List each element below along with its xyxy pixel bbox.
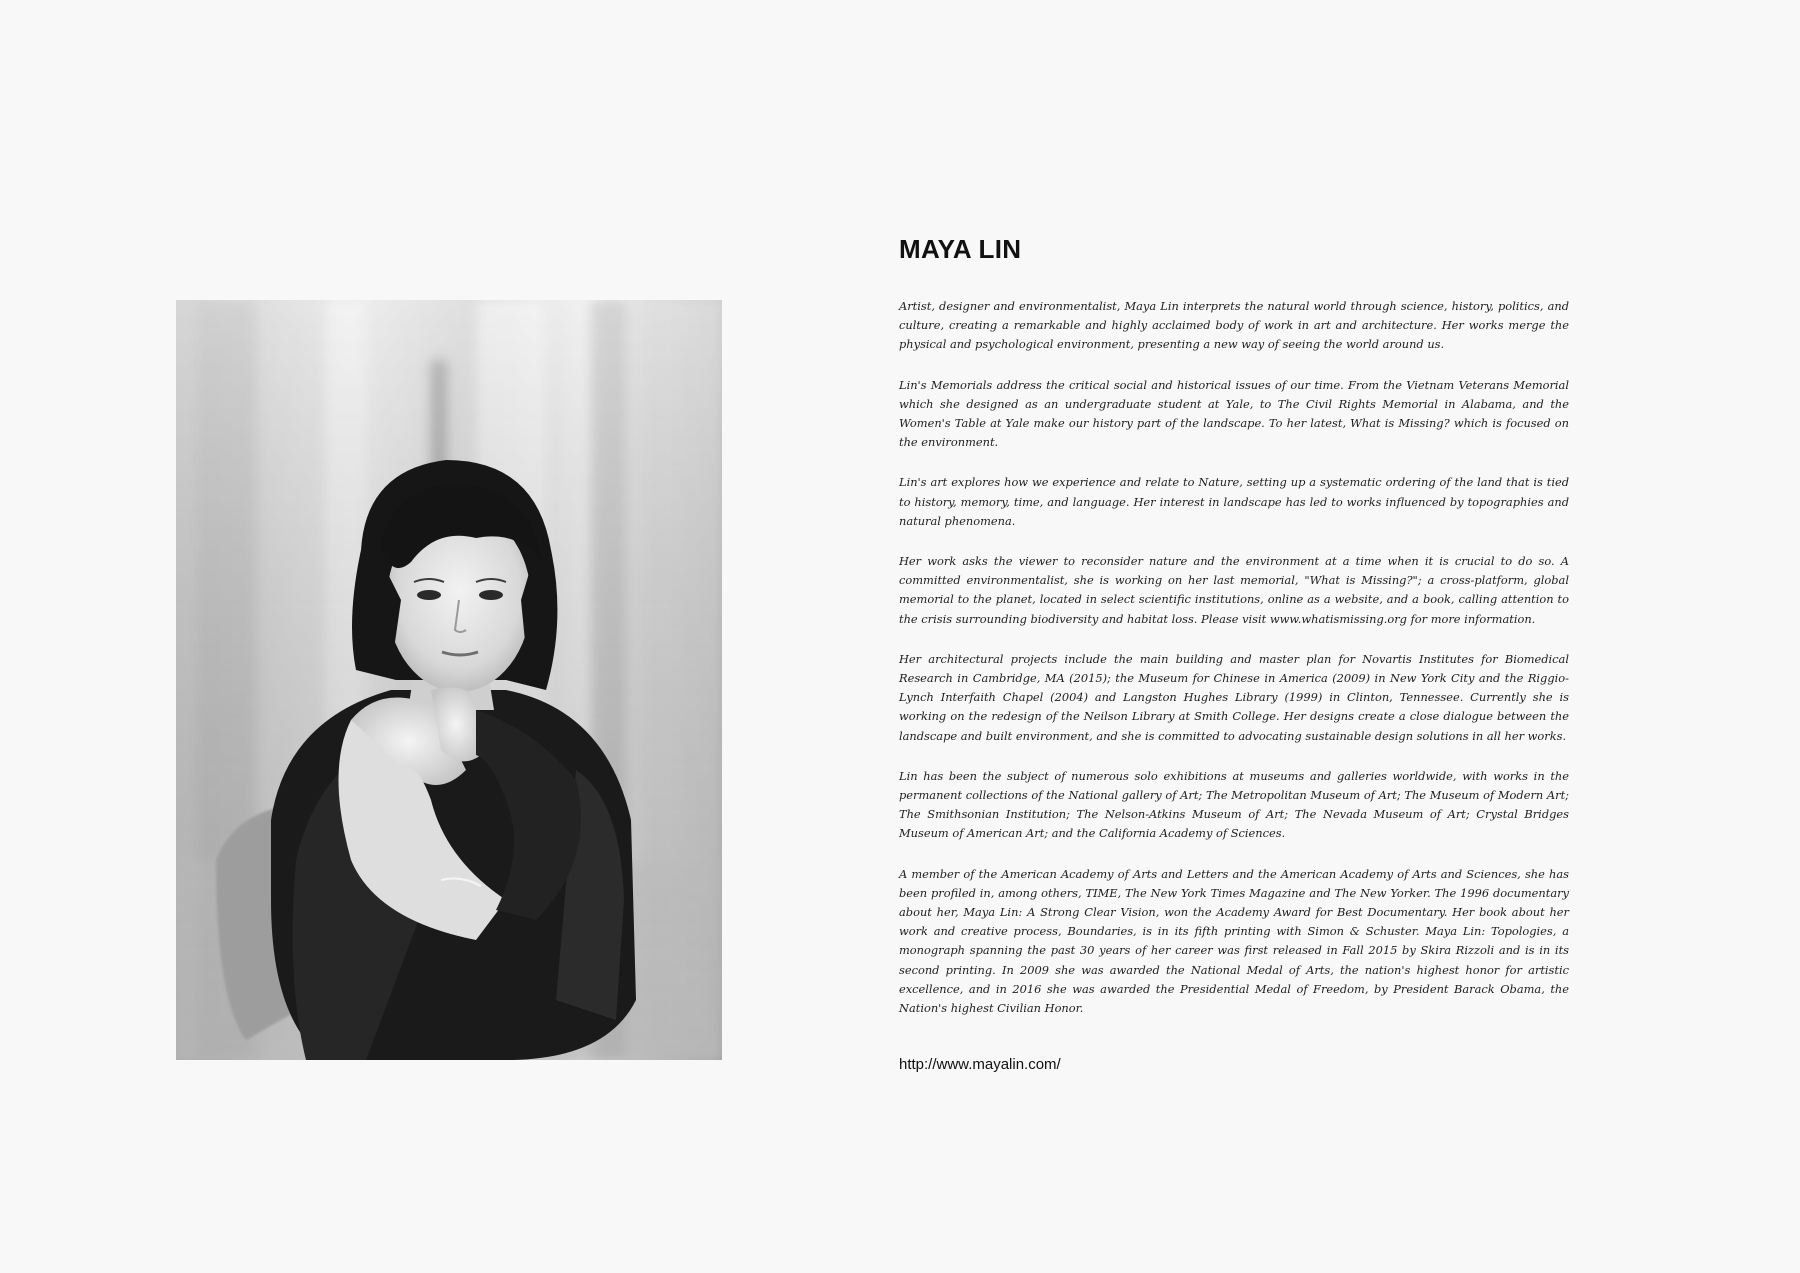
website-link[interactable]: http://www.mayalin.com/ [899,1056,1061,1074]
page-title: MAYA LIN [899,234,1022,264]
biography-section [899,232,1569,1075]
portrait-photo-icon [176,300,722,1060]
bio-paragraph-architecture: Her architectural projects include the main building and master plan for Novartis Institutes for Biomedical Research in Cambridge, MA (2015); the Museum for Chinese in America (2009) in New York City and the Riggio-Lynch Interfaith Chapel (2004) and Langston Hughes Library (1999) in Clinton, Tennessee. Currently she is working on the redesign of the Neilson Library at Smith College. Her designs create a close dialogue between the landscape and built environment, and she is committed to advocating sustainable design solutions in all her works. [899,651,1569,743]
bio-paragraph-exhibitions: Lin has been the subject of numerous solo exhibitions at museums and galleries worldwide, with works in the permanent collections of the National gallery of Art; The Metropolitan Museum of Art; The Museum of Modern Art; The Smithsonian Institution; The Nelson-Atkins Museum of Art; The Nevada Museum of Art; Crystal Bridges Museum of American Art; and the California Academy of Sciences. [899,768,1569,841]
bio-paragraph-honors: A member of the American Academy of Arts and Letters and the American Academy of Arts and Sciences, she has been profiled in, among others, TIME, The New York Times Magazine and The New Yorker. The 1996 documentary about her, Maya Lin: A Strong Clear Vision, won the Academy Award for Best Documentary. Her book about her work and creative process, Boundaries, is in its fifth printing with Simon & Schuster. Maya Lin: Topologies, a monograph spanning the past 30 years of her career was first released in Fall 2015 by Skira Rizzoli and is in its second printing. In 2009 she was awarded the National Medal of Arts, the nation's highest honor for artistic excellence, and in 2016 she was awarded the Presidential Medal of Freedom, by President Barack Obama, the Nation's highest Civilian Honor. [899,866,1569,1016]
bio-paragraph-art: Lin's art explores how we experience and relate to Nature, setting up a systematic ordering of the land that is tied to history, memory, time, and language. Her interest in landscape has led to works influenced by topographies and natural phenomena. [899,475,1569,528]
bio-paragraph-memorials: Lin's Memorials address the critical social and historical issues of our time. From the Vietnam Veterans Memorial which she designed as an undergraduate student at Yale, to The Civil Rights Memorial in Alabama, and the Women's Table at Yale make our history part of the landscape. To her latest, What is Missing? which is focused on the environment. [899,377,1569,450]
portrait-photo [176,300,722,1060]
bio-paragraph-environment: Her work asks the viewer to reconsider nature and the environment at a time when it is crucial to do so. A committed environmentalist, she is working on her last memorial, "What is Missing?"; a cross-platform, global memorial to the planet, located in select scientific institutions, online as a website, and a book, calling attention to the crisis surrounding biodiversity and habitat loss. Please visit www.whatismissing.org for more information. [899,554,1569,626]
bio-paragraph-intro: Artist, designer and environmentalist, Maya Lin interprets the natural world through science, history, politics, and culture, creating a remarkable and highly acclaimed body of work in art and architecture. Her works merge the physical and psychological environment, presenting a new way of seeing the world around us. [899,299,1569,352]
